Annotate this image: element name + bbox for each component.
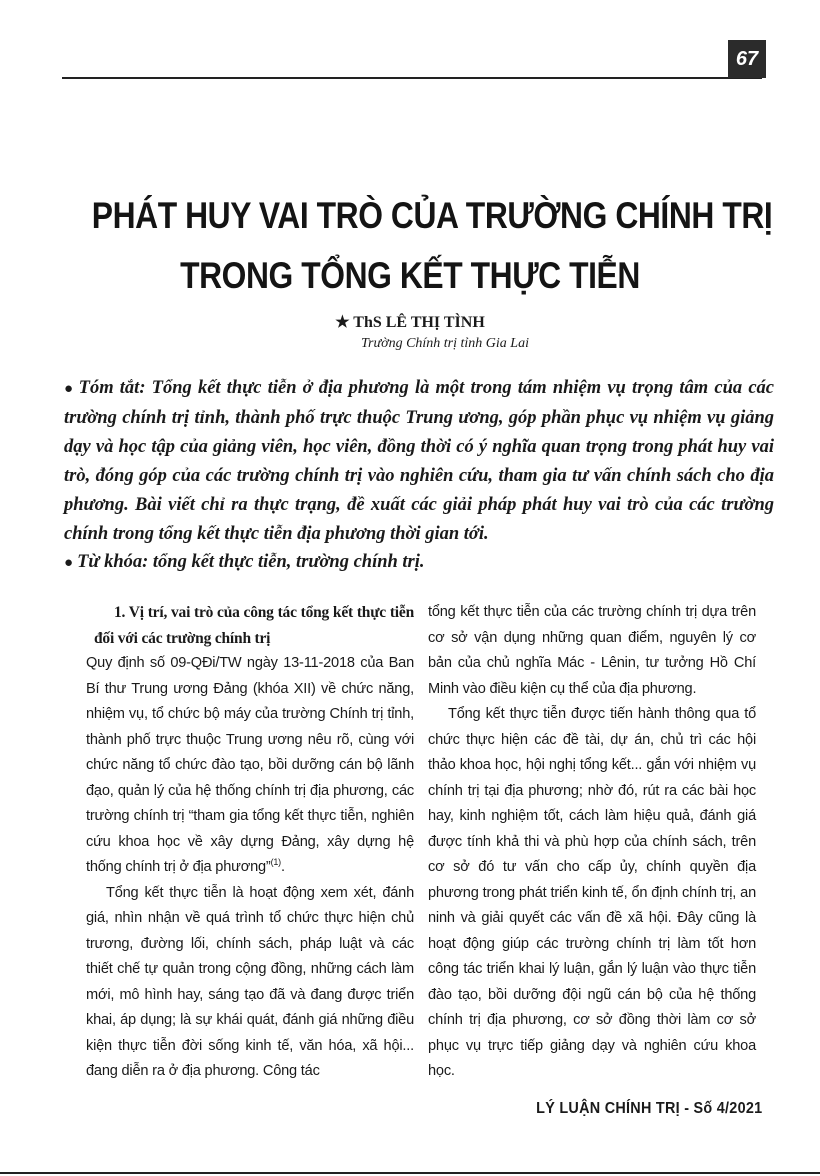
- body-column-left: [86, 600, 414, 1085]
- article-title: [91, 186, 773, 306]
- abstract: [64, 374, 774, 549]
- bullet-icon: ●: [64, 555, 74, 571]
- body-paragraph: Tổng kết thực tiễn là hoạt động xem xét, đánh giá, nhìn nhận về quá trình tổ chức thực hiện chủ trương, đường lối, chính sách, pháp luật và các thiết chế tự quản trong cộng đồng, những cách làm mới, mô hình hay, sáng tạo đã và đang được triển khai, áp dụng; là sự khái quát, đánh giá những điều kiện thực tiễn đời sống kinh tế, văn hóa, xã hội... đang diễn ra ở địa phương. Công tác: [86, 884, 414, 1079]
- section-heading: 1. Vị trí, vai trò của công tác tổng kết thực tiễn đối với các trường chính trị: [94, 604, 414, 647]
- page-number: 67: [728, 40, 766, 78]
- paragraph-end: .: [280, 859, 285, 875]
- keywords-text: Từ khóa: tổng kết thực tiễn, trường chính trị.: [77, 552, 425, 572]
- body-paragraph: tổng kết thực tiễn của các trường chính trị dựa trên cơ sở vận dụng những quan điểm, nguyên lý cơ bản của chủ nghĩa Mác - Lênin, tư tưởng Hồ Chí Minh vào điều kiện cụ thể của địa phương.: [428, 604, 756, 697]
- keywords: [64, 548, 774, 578]
- body-paragraph: [86, 651, 414, 881]
- footnote-ref: (1): [270, 857, 281, 868]
- title-line-2: TRONG TỔNG KẾT THỰC TIỄN: [180, 255, 640, 296]
- abstract-text: Tóm tắt: Tổng kết thực tiễn ở địa phương là một trong tám nhiệm vụ trọng tâm của các trường chính trị tỉnh, thành phố trực thuộc Trung ương, góp phần phục vụ nhiệm vụ giảng dạy và học tập của giảng viên, học viên, đồng thời có ý nghĩa quan trọng trong phát huy vai trò, đóng góp của các trường chính trị vào nghiên cứu, tham gia tư vấn chính sách cho địa phương. Bài viết chỉ ra thực trạng, đề xuất các giải pháp phát huy vai trò của các trường chính trong tổng kết thực tiễn địa phương thời gian tới.: [64, 378, 774, 544]
- author-affiliation: Trường Chính trị tỉnh Gia Lai: [361, 336, 529, 351]
- journal-footer: LÝ LUẬN CHÍNH TRỊ - Số 4/2021: [535, 1100, 762, 1117]
- bullet-icon: ●: [64, 381, 75, 397]
- title-line-1: PHÁT HUY VAI TRÒ CỦA TRƯỜNG CHÍNH TRỊ: [91, 195, 773, 236]
- paragraph-text: Quy định số 09-QĐi/TW ngày 13-11-2018 của Ban Bí thư Trung ương Đảng (khóa XII) về chức năng, nhiệm vụ, tổ chức bộ máy của trường Chính trị tỉnh, thành phố trực thuộc Trung ương nêu rõ, cùng với chức năng tổ chức đào tạo, bồi dưỡng cán bộ lãnh đạo, quản lý của hệ thống chính trị địa phương, các trường chính trị “tham gia tổng kết thực tiễn, nghiên cứu khoa học về xây dựng Đảng, xây dựng hệ thống chính trị ở địa phương”: [86, 655, 414, 875]
- body-column-right: [428, 600, 756, 1085]
- header-rule: [62, 77, 762, 79]
- body-paragraph: Tổng kết thực tiễn được tiến hành thông qua tổ chức thực hiện các đề tài, dự án, chủ trì các hội thảo khoa học, hội nghị tổng kết... gắn với nhiệm vụ chính trị tại địa phương; nhờ đó, rút ra các bài học hay, kinh nghiệm tốt, cách làm hiệu quả, đánh giá được tính khả thi và phù hợp của chính sách, trên cơ sở đó tư vấn cho cấp ủy, chính quyền địa phương trong phát triển kinh tế, ổn định chính trị, an ninh và giải quyết các vấn đề xã hội. Đây cũng là hoạt động giúp các trường chính trị làm tốt hơn công tác triển khai lý luận, gắn lý luận vào thực tiễn đào tạo, bồi dưỡng đội ngũ cán bộ của hệ thống chính trị địa phương, cơ sở đồng thời làm cơ sở phục vụ trực tiếp giảng dạy và nghiên cứu khoa học.: [428, 706, 756, 1079]
- footer-rule: [0, 1172, 820, 1174]
- author-name: ★ ThS LÊ THỊ TÌNH: [335, 314, 485, 331]
